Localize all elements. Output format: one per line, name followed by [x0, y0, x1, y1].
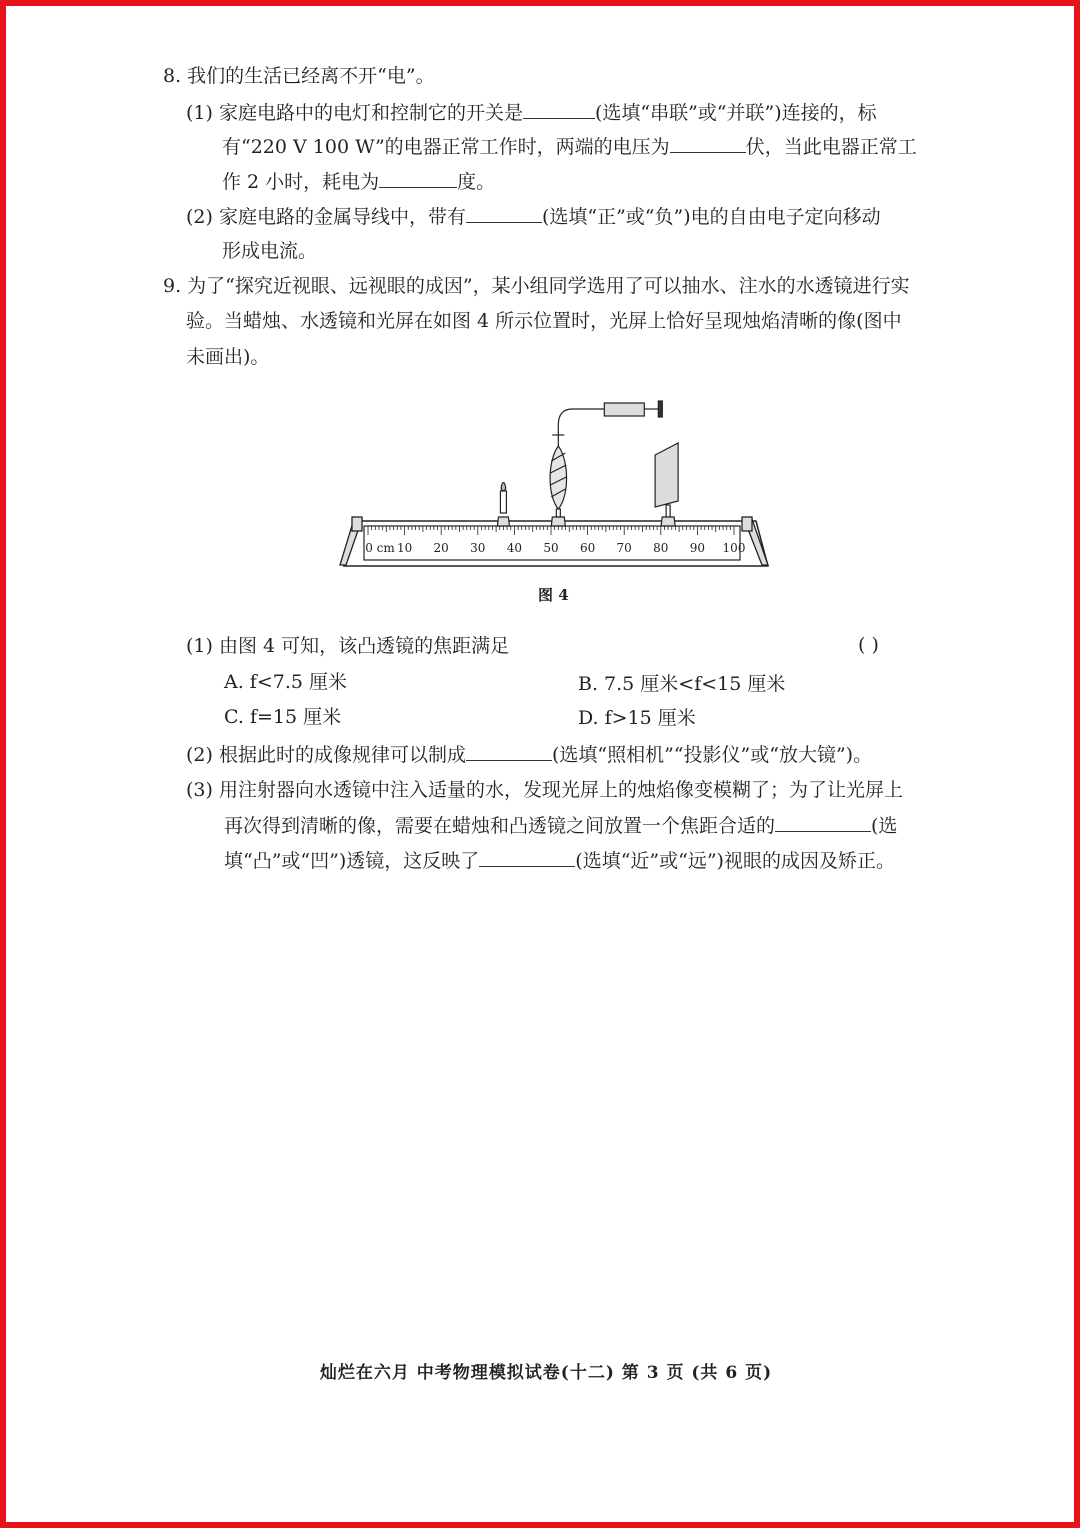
q8-stem: 8. 我们的生活已经离不开“电”。 [163, 65, 435, 87]
q9-sub2-text-a: (2) 根据此时的成像规律可以制成 [186, 744, 466, 766]
q9-sub2-text-b: (选填“照相机”“投影仪”或“放大镜”)。 [551, 744, 873, 766]
ruler-tick-label: 40 [506, 541, 523, 555]
ruler-tick-label: 70 [616, 541, 632, 555]
water-lens [550, 401, 662, 526]
page-footer: 灿烂在六月 中考物理模拟试卷(十二) 第 3 页 (共 6 页) [319, 1363, 773, 1383]
q9-sub2 [186, 742, 872, 767]
ruler-tick-label: 50 [543, 541, 559, 555]
ruler-unit-label: 0 cm [365, 541, 395, 555]
q9-sub3-line3 [224, 848, 895, 873]
ruler-tick-label: 100 [722, 541, 746, 555]
q8-part2-text-a: (2) 家庭电路的金属导线中，带有 [186, 206, 466, 228]
ruler-tick-label: 20 [433, 541, 449, 555]
q8-part1-blank1[interactable] [523, 100, 595, 119]
ruler-tick-label: 10 [396, 541, 413, 555]
q9-stem-line3: 未画出)。 [186, 346, 270, 368]
q9-stem-line2: 验。当蜡烛、水透镜和光屏在如图 4 所示位置时，光屏上恰好呈现烛焰清晰的像(图中 [186, 310, 902, 332]
q8-part1-text-a: (1) 家庭电路中的电灯和控制它的开关是 [186, 102, 523, 124]
option-b[interactable]: B. 7.5 厘米<f<15 厘米 [578, 673, 786, 695]
option-d[interactable]: D. f>15 厘米 [578, 707, 696, 729]
q8-part2-text-b: (选填“正”或“负”)电的自由电子定向移动 [541, 206, 881, 228]
q9-sub1: (1) 由图 4 可知，该凸透镜的焦距满足 [186, 635, 510, 657]
q9-sub3-text-d: (选填“近”或“远”)视眼的成因及矫正。 [575, 850, 895, 872]
q9-sub3-line1: (3) 用注射器向水透镜中注入适量的水，发现光屏上的烛焰像变模糊了；为了让光屏上 [186, 779, 903, 801]
q8-part1-line2 [222, 134, 917, 159]
light-screen [655, 443, 678, 526]
q8-part1-text-c: 有“220 V 100 W”的电器正常工作时，两端的电压为 [222, 136, 670, 158]
q8-part2-line1 [186, 204, 881, 229]
q8-part1-line1 [186, 100, 877, 125]
ruler-tick-label: 60 [579, 541, 596, 555]
q9-sub3-text-a: 再次得到清晰的像，需要在蜡烛和凸透镜之间放置一个焦距合适的 [224, 815, 776, 837]
ruler-tick-label: 30 [470, 541, 486, 555]
figure-optical-bench [336, 391, 776, 576]
q9-sub3-blank2[interactable] [479, 848, 575, 867]
ruler-tick-label: 90 [689, 541, 706, 555]
q8-part1-text-d: 伏，当此电器正常工 [745, 136, 917, 158]
candle [497, 483, 509, 527]
q9-sub3-blank1[interactable] [775, 813, 871, 832]
q8-part1-blank2[interactable] [670, 134, 746, 153]
option-a[interactable]: A. f<7.5 厘米 [224, 671, 348, 693]
q9-sub2-blank[interactable] [466, 742, 552, 761]
answer-paren[interactable]: ( ) [858, 634, 879, 656]
q9-sub3-text-c: 填“凸”或“凹”)透镜，这反映了 [224, 850, 480, 872]
option-c[interactable]: C. f=15 厘米 [224, 706, 342, 728]
figure-caption: 图 4 [538, 586, 569, 604]
q9-sub3-text-b: (选 [871, 815, 898, 837]
q8-part1-text-f: 度。 [457, 171, 496, 193]
ruler-tick-label: 80 [653, 541, 669, 555]
q9-sub3-line2 [224, 813, 897, 838]
q8-part1-line3 [222, 169, 495, 194]
q8-part2-line2: 形成电流。 [222, 240, 318, 262]
q8-part1-text-e: 作 2 小时，耗电为 [222, 171, 380, 193]
q8-part1-text-b: (选填“串联”或“并联”)连接的，标 [594, 102, 877, 124]
q8-part1-blank3[interactable] [379, 169, 457, 188]
q8-part2-blank[interactable] [466, 204, 542, 223]
q9-stem-line1: 9. 为了“探究近视眼、远视眼的成因”，某小组同学选用了可以抽水、注水的水透镜进行实 [163, 275, 910, 297]
